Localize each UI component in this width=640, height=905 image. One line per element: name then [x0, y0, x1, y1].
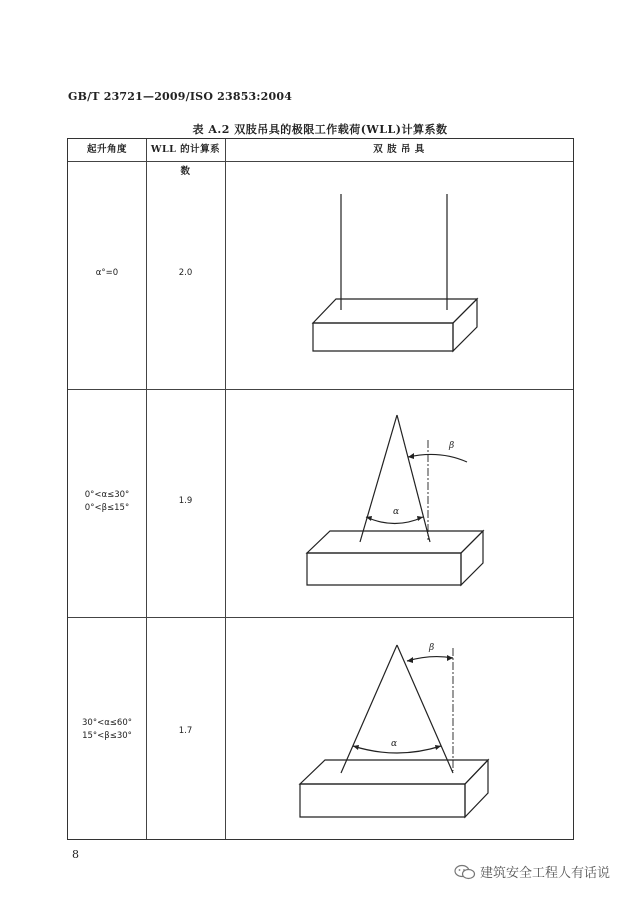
table-title: 表 A.2 双肢吊具的极限工作载荷(WLL)计算系数: [192, 123, 448, 136]
beta-arc: [407, 657, 453, 661]
page-number: 8: [72, 848, 79, 861]
row3-sling-diagram: [225, 618, 573, 840]
row2-coefficient: 1.9: [178, 496, 193, 506]
angle-line: 15°<β≤30°: [82, 731, 132, 741]
arrowhead: [408, 453, 414, 459]
header-lift-angle: 起升角度: [86, 144, 127, 155]
watermark-text: 建筑安全工程人有话说: [480, 866, 611, 881]
load-side-face: [465, 760, 488, 817]
load-front-face: [313, 323, 453, 351]
angle-line: 30°<α≤60°: [82, 718, 132, 728]
row1-coefficient: 2.0: [178, 268, 193, 278]
row1-angle: [68, 267, 146, 280]
row2-angle: [68, 489, 146, 515]
load-top-face: [300, 760, 488, 784]
load-front-face: [307, 553, 461, 585]
angle-line: 0°<α≤30°: [84, 490, 130, 500]
arrowhead: [417, 516, 423, 521]
row3-angle: [68, 717, 146, 743]
alpha-label: α: [391, 739, 398, 749]
wechat-icon: [454, 864, 476, 880]
row1-sling-diagram: [225, 162, 573, 389]
header-two-leg-sling: 双 肢 吊 具: [373, 144, 425, 155]
beta-label: β: [449, 441, 455, 451]
row3-coefficient: 1.7: [178, 726, 193, 736]
row2-sling-diagram: [225, 390, 573, 617]
angle-line: 0°<β≤15°: [84, 503, 130, 513]
load-top-face: [313, 299, 477, 323]
beta-arc: [408, 454, 467, 462]
load-front-face: [300, 784, 465, 817]
sling-leg: [397, 645, 453, 773]
watermark: [454, 862, 610, 881]
angle-line: α°=0: [95, 268, 119, 278]
arrowhead: [447, 655, 453, 661]
load-side-face: [461, 531, 483, 585]
standard-code: GB/T 23721—2009/ISO 23853:2004: [68, 90, 293, 103]
header-wll-coefficient: WLL 的计算系数: [150, 144, 221, 177]
load-top-face: [307, 531, 483, 553]
beta-label: β: [429, 643, 435, 653]
arrowhead: [407, 657, 413, 663]
load-side-face: [453, 299, 477, 351]
sling-leg: [341, 645, 397, 773]
coefficient-table: [67, 138, 574, 840]
alpha-label: α: [393, 507, 400, 517]
alpha-arc: [366, 517, 423, 524]
